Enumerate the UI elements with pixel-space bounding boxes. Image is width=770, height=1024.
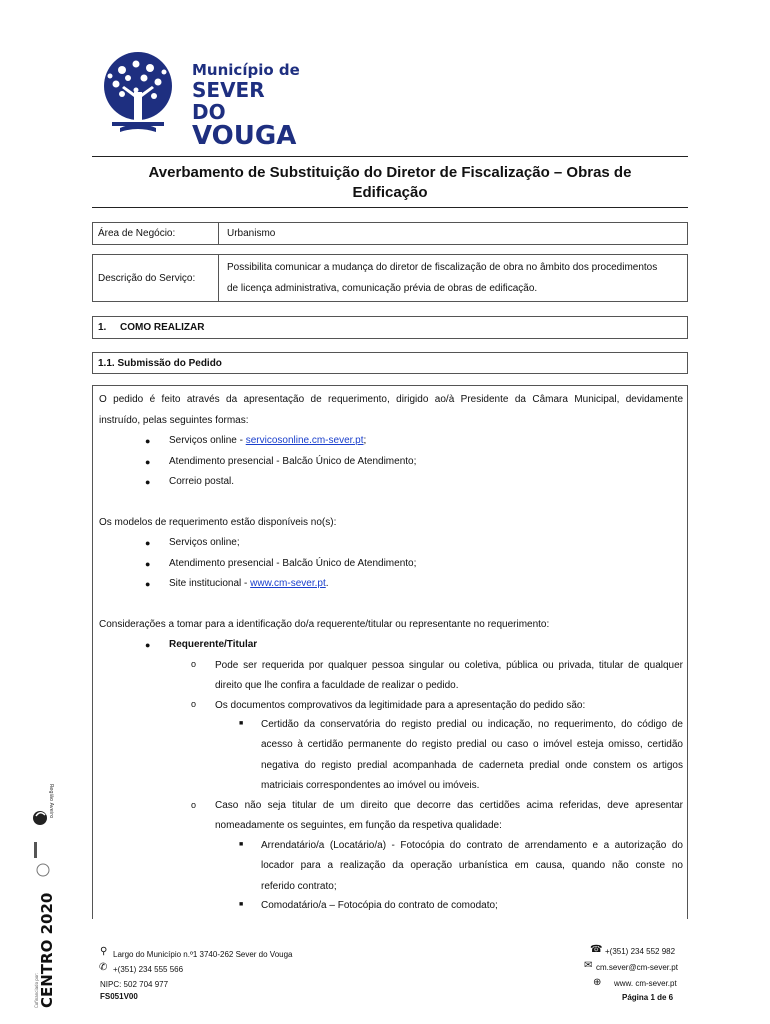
logo-line-1: Município de [192, 61, 300, 79]
requerente-item-2: Os documentos comprovativos da legitimidade para a apresentação do pedido são: [215, 700, 586, 711]
regiao-aveiro-icon [30, 782, 56, 832]
certidao-line-2: acesso à certidão permanente do registo predial ou caso o imóvel esteja omisso, certidão [261, 739, 683, 750]
arrendatario-line-3: referido contrato; [261, 881, 337, 892]
cofinanciado-text: Cofinanciado por: [34, 972, 39, 1008]
bullet-icon: ● [145, 477, 151, 487]
square-bullet-icon: ■ [239, 720, 244, 727]
requerente-heading: Requerente/Titular [169, 639, 258, 650]
regiao-aveiro-logo [30, 782, 56, 832]
eu-flag-icon [30, 840, 56, 880]
certidao-line-3: negativa do registo predial acompanhada de caderneta predial onde constem os artigos [261, 760, 683, 771]
area-label: Área de Negócio: [93, 223, 219, 244]
square-bullet-icon: ■ [239, 841, 244, 848]
content-box [92, 385, 688, 919]
bullet-icon: ● [145, 457, 151, 467]
list-item-text: Site institucional - [169, 578, 251, 589]
footer-nipc: NIPC: 502 704 977 [100, 980, 169, 989]
circle-bullet-icon: o [191, 659, 197, 669]
list-item [169, 435, 366, 446]
list-item: Serviços online; [169, 537, 240, 548]
square-bullet-icon: ■ [239, 901, 244, 908]
centro-2020-text: CENTRO 2020 [38, 892, 56, 1008]
circle-bullet-icon: o [191, 800, 197, 810]
paragraph-3: Considerações a tomar para a identificação do/a requerente/titular ou representante no requerimento: [99, 619, 550, 630]
list-item: Atendimento presencial - Balcão Único de Atendimento; [169, 456, 417, 467]
footer-email[interactable]: cm.sever@cm-sever.pt [596, 963, 678, 972]
title-line-1: Averbamento de Substituição do Diretor de Fiscalização – Obras de [148, 164, 632, 181]
description-row [92, 254, 688, 302]
area-value: Urbanismo [227, 228, 276, 239]
phone-icon: ✆ [99, 962, 108, 973]
section-1-header [92, 316, 688, 339]
list-item-text: Serviços online - [169, 435, 246, 446]
list-item [169, 578, 329, 589]
site-institucional-link[interactable]: www.cm-sever.pt [250, 578, 326, 589]
footer-code: FS051V00 [100, 992, 138, 1001]
bullet-icon: ● [145, 436, 151, 446]
certidao-line-4: matriciais correspondentes ao imóvel ou imóveis. [261, 780, 480, 791]
section-1-1-title: 1.1. Submissão do Pedido [98, 357, 222, 369]
location-pin-icon: ⚲ [100, 946, 108, 957]
section-1-number: 1. [98, 322, 107, 333]
arrendatario-line-2: locador para a realização da operação urbanística em causa, quando não conste no [261, 860, 683, 871]
requerente-item-1-line-1: Pode ser requerida por qualquer pessoa singular ou coletiva, pública ou privada, titular de qualquer [215, 660, 683, 671]
comodatario-line: Comodatário/a – Fotocópia do contrato de comodato; [261, 900, 498, 911]
certidao-line-1: Certidão da conservatória do registo predial ou indicação, no requerimento, do código de [261, 719, 683, 730]
tree-logo-icon [92, 48, 184, 136]
bullet-icon: ● [145, 640, 151, 650]
list-item: Atendimento presencial - Balcão Único de Atendimento; [169, 558, 417, 569]
requerente-item-1-line-2: direito que lhe confira a faculdade de realizar o pedido. [215, 680, 459, 691]
document-title [92, 156, 688, 208]
section-1-1-header [92, 352, 688, 374]
fax-icon: ☎ [590, 944, 603, 955]
requerente-item-3-line-1: Caso não seja titular de um direito que decorre das certidões acima referidas, deve apresentar [215, 800, 683, 811]
title-line-2: Edificação [352, 184, 428, 201]
paragraph-2: Os modelos de requerimento estão disponíveis no(s): [99, 517, 337, 528]
paragraph-1-line-2: instruído, pelas seguintes formas: [99, 415, 249, 426]
list-item-punct: ; [363, 435, 367, 446]
paragraph-1-line-1: O pedido é feito através da apresentação de requerimento, dirigido ao/à Presidente da Câmara Municipal, devidamente [99, 394, 683, 405]
description-line-2: de licença administrativa, comunicação prévia de obras de edificação. [227, 283, 538, 294]
page-number: Página 1 de 6 [622, 993, 674, 1002]
description-label: Descrição do Serviço: [93, 255, 219, 301]
bullet-icon: ● [145, 559, 151, 569]
description-line-1: Possibilita comunicar a mudança do diretor de fiscalização de obra no âmbito dos procedimentos [227, 262, 658, 273]
globe-icon: ⊕ [593, 977, 602, 988]
footer [0, 940, 770, 1024]
bullet-icon: ● [145, 579, 151, 589]
circle-bullet-icon: o [191, 699, 197, 709]
footer-address: Largo do Município n.º1 3740-262 Sever do Vouga [113, 950, 293, 959]
list-item-punct: . [325, 578, 329, 589]
servicos-online-link[interactable]: servicosonline.cm-sever.pt [245, 435, 364, 446]
logo-line-3: VOUGA [192, 121, 297, 151]
footer-website[interactable]: www. cm-sever.pt [614, 979, 677, 988]
cofinanciamento-mark [30, 840, 56, 880]
footer-fax: +(351) 234 552 982 [605, 947, 676, 956]
arrendatario-line-1: Arrendatário/a (Locatário/a) - Fotocópia do contrato de arrendamento e a autorização do [261, 840, 683, 851]
requerente-item-3-line-2: nomeadamente os seguintes, em função da respetiva qualidade: [215, 820, 502, 831]
footer-phone: +(351) 234 555 566 [113, 965, 184, 974]
regiao-aveiro-text: Região Aveiro [48, 784, 54, 819]
list-item: Correio postal. [169, 476, 235, 487]
logo-line-2: SEVER DO [192, 78, 265, 124]
municipality-logo [92, 48, 302, 151]
section-1-title: COMO REALIZAR [120, 322, 205, 333]
email-icon: ✉ [584, 960, 593, 971]
area-row [92, 222, 688, 245]
bullet-icon: ● [145, 538, 151, 548]
